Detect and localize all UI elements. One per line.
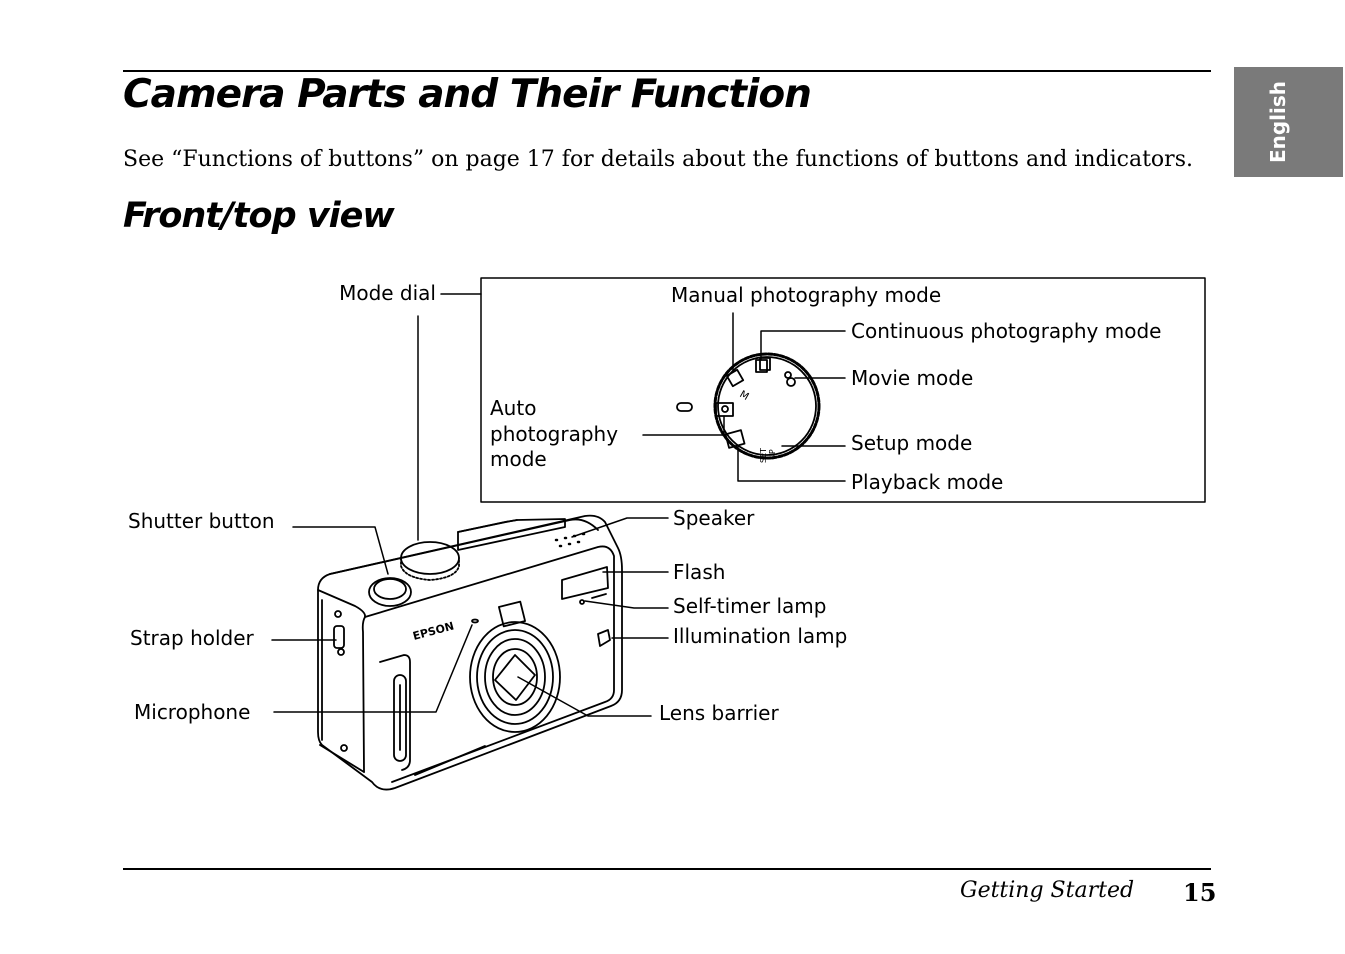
dial-mark-manual: M <box>737 389 751 403</box>
label-auto-mode-line3: mode <box>490 447 547 471</box>
self-timer-lamp-shape <box>580 600 584 604</box>
label-movie-mode: Movie mode <box>851 366 974 390</box>
label-flash: Flash <box>673 560 726 584</box>
lens-assembly <box>470 622 560 732</box>
intro-paragraph: See “Functions of buttons” on page 17 for details about the functions of buttons and indicators. <box>123 147 1193 172</box>
dial-mark-setup-line2: UP <box>768 449 777 460</box>
illumination-lamp-shape <box>598 630 610 646</box>
label-illumination-lamp: Illumination lamp <box>673 624 848 648</box>
label-mode-dial: Mode dial <box>339 281 436 305</box>
label-lens-barrier: Lens barrier <box>659 701 779 725</box>
label-strap-holder: Strap holder <box>130 626 254 650</box>
flash-window <box>562 567 608 599</box>
label-auto-mode-line2: photography <box>490 422 619 446</box>
page-title: Camera Parts and Their Function <box>123 72 811 117</box>
camera-body-outline <box>318 516 622 790</box>
label-setup-mode: Setup mode <box>851 431 973 455</box>
page-number: 15 <box>1183 878 1217 907</box>
speaker-holes <box>556 534 584 546</box>
label-playback-mode: Playback mode <box>851 470 1004 494</box>
label-auto-mode-line1: Auto <box>490 396 537 420</box>
footer-section-name: Getting Started <box>960 878 1135 903</box>
label-self-timer-lamp: Self-timer lamp <box>673 594 827 618</box>
bottom-rule <box>123 868 1211 870</box>
label-continuous-mode: Continuous photography mode <box>851 319 1162 343</box>
language-tab-label: English <box>1266 80 1290 164</box>
label-microphone: Microphone <box>134 700 251 724</box>
shutter-button-shape <box>369 578 411 606</box>
dial-mark-setup-line1: SET <box>759 447 768 463</box>
mode-dial-graphic <box>677 354 819 458</box>
camera-brand-logo: EPSON <box>411 619 456 643</box>
label-speaker: Speaker <box>673 506 755 530</box>
strap-holder-shape <box>334 626 344 648</box>
mode-dial-inset-box <box>481 278 1205 502</box>
label-shutter-button: Shutter button <box>128 509 275 533</box>
section-heading: Front/top view <box>123 196 394 236</box>
label-manual-mode: Manual photography mode <box>671 283 942 307</box>
